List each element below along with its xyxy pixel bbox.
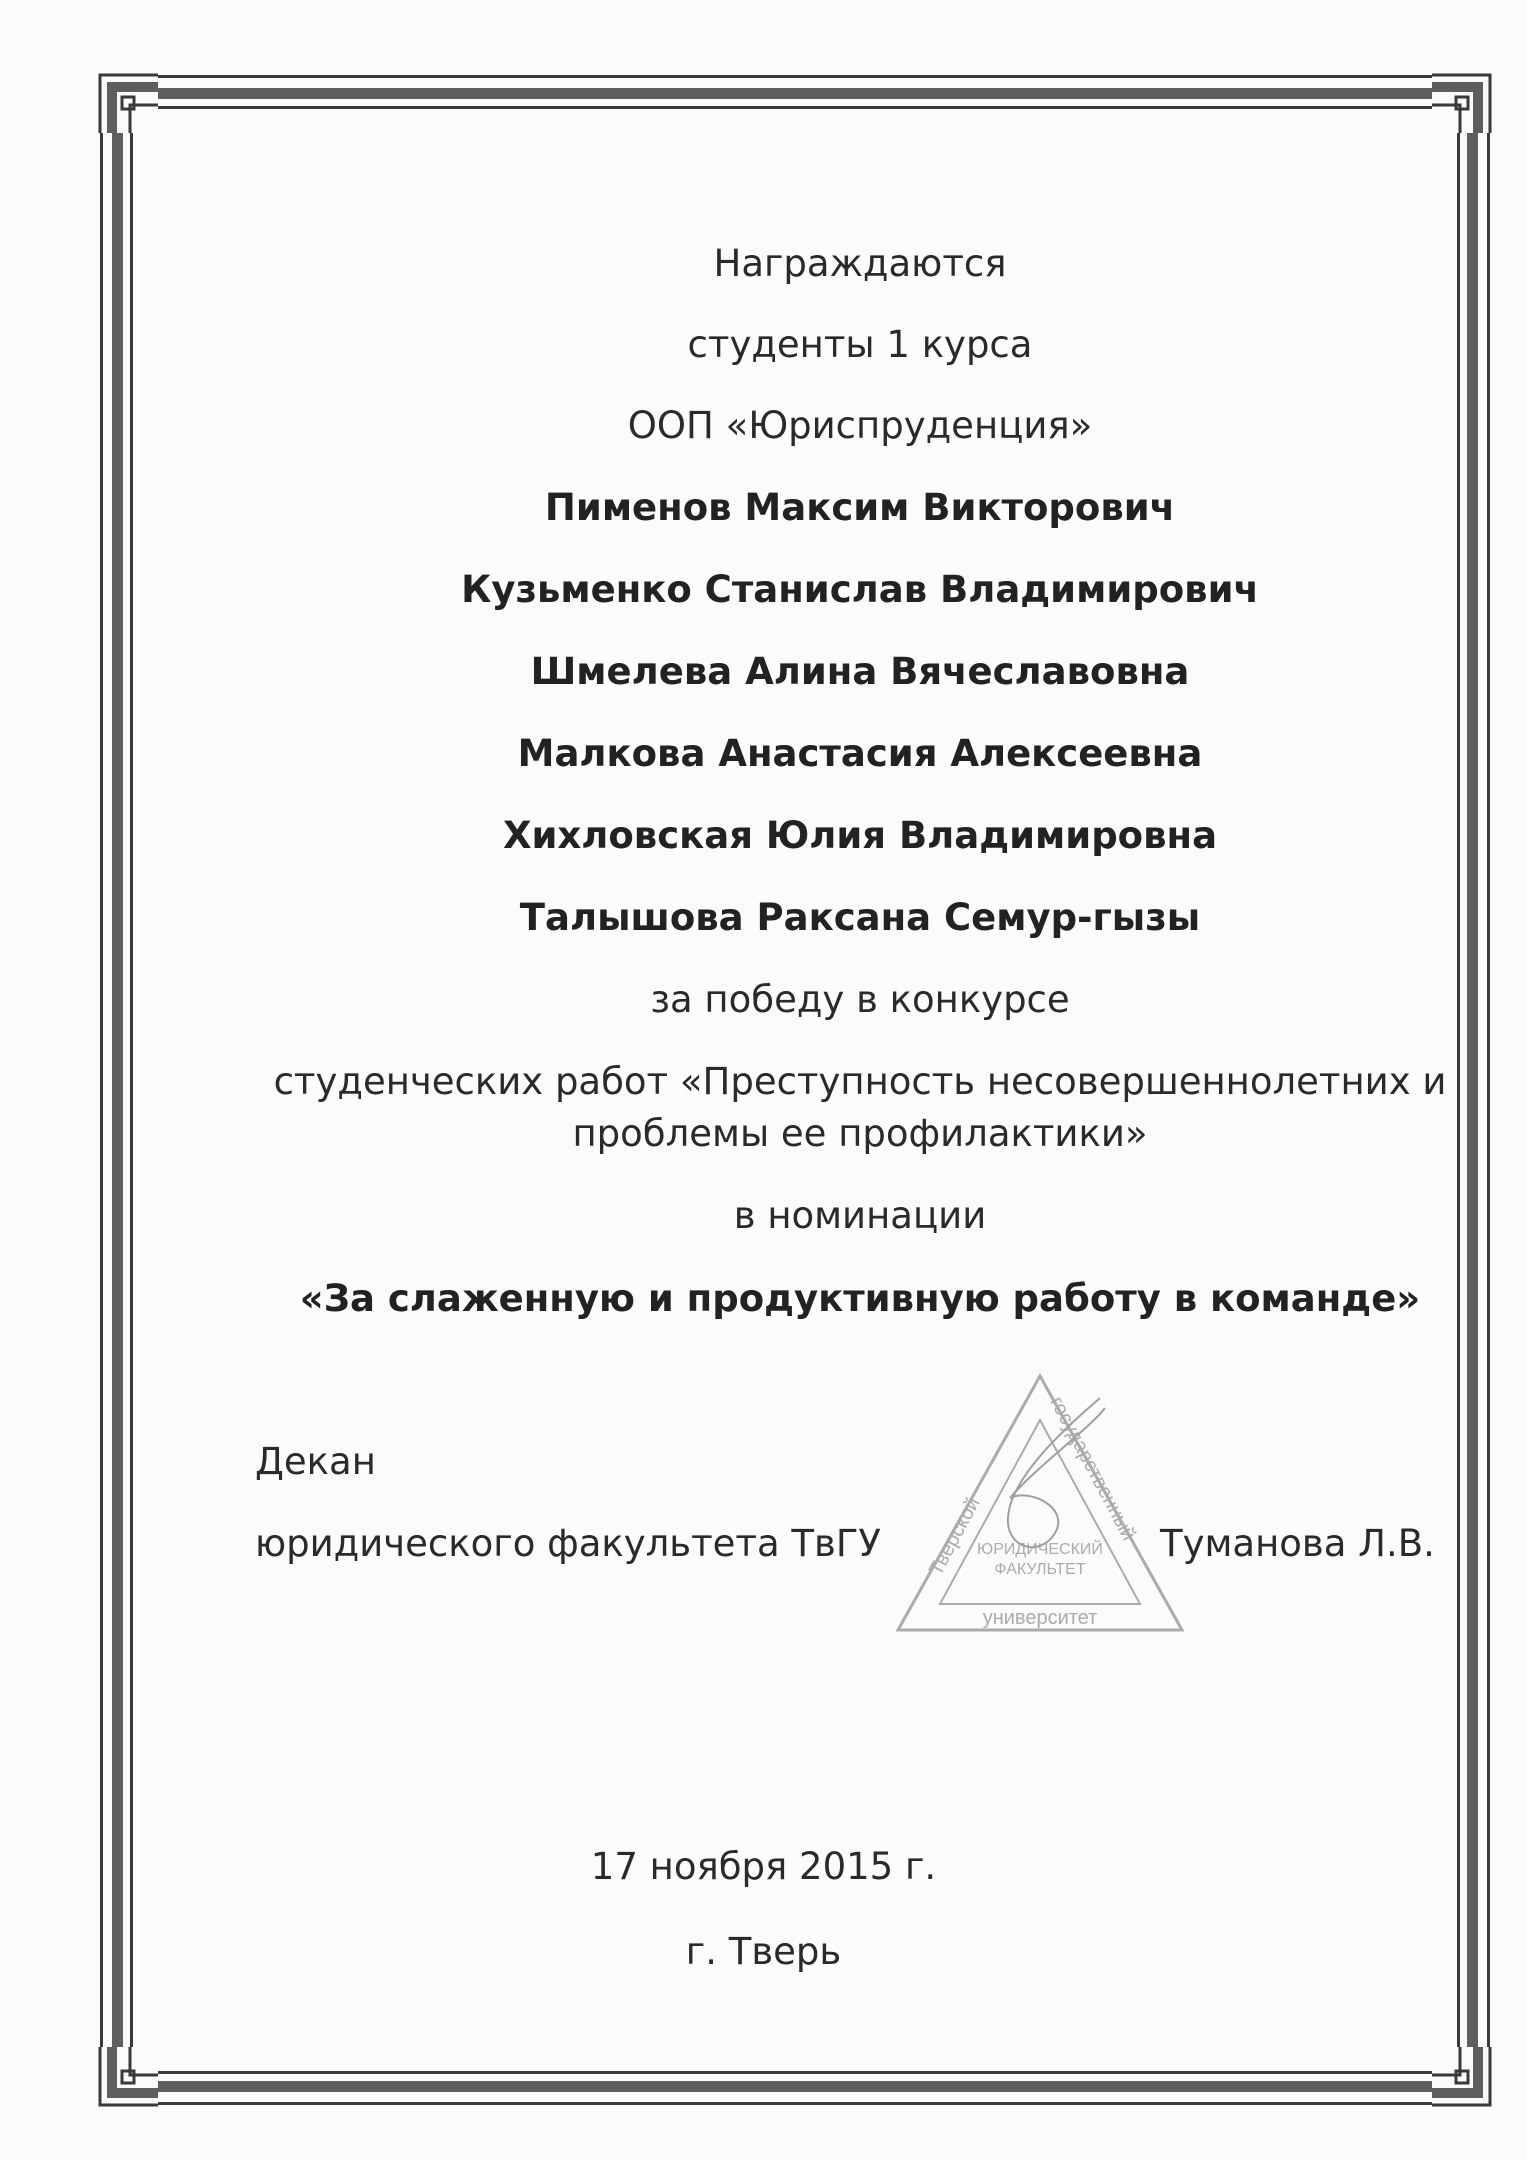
nomination-label: в номинации	[733, 1194, 987, 1237]
frame-corner-ornament	[98, 2045, 160, 2107]
svg-text:ЮРИДИЧЕСКИЙ: ЮРИДИЧЕСКИЙ	[977, 1541, 1103, 1558]
frame-corner-ornament	[1430, 73, 1492, 135]
svg-text:Тверской: Тверской	[924, 1493, 985, 1580]
awardee-name: Шмелева Алина Вячеславовна	[530, 650, 1190, 693]
svg-text:университет: университет	[982, 1607, 1098, 1629]
svg-text:государственный: государственный	[1045, 1392, 1140, 1545]
nomination-title: «За слаженную и продуктивную работу в команде»	[299, 1277, 1421, 1320]
contest-title-line2: проблемы ее профилактики»	[572, 1112, 1148, 1155]
awarded-heading: Награждаются	[713, 242, 1007, 285]
students-course: студенты 1 курса	[687, 323, 1033, 366]
program-name: ООП «Юриспруденция»	[627, 404, 1093, 447]
awardee-name: Хихловская Юлия Владимировна	[502, 814, 1218, 857]
svg-text:ФАКУЛЬТЕТ: ФАКУЛЬТЕТ	[994, 1561, 1086, 1578]
contest-title-line1: студенческих работ «Преступность несовершеннолетних и	[273, 1060, 1447, 1103]
signatory-faculty: юридического факультета ТвГУ	[255, 1522, 881, 1565]
award-reason: за победу в конкурсе	[650, 978, 1070, 1021]
faculty-stamp	[890, 1368, 1190, 1638]
frame-corner-ornament	[1430, 2045, 1492, 2107]
awardee-name: Кузьменко Станислав Владимирович	[461, 568, 1259, 611]
issue-city: г. Тверь	[685, 1930, 842, 1973]
awardee-name: Пименов Максим Викторович	[544, 486, 1176, 529]
frame-corner-ornament	[98, 73, 160, 135]
awardee-name: Малкова Анастасия Алексеевна	[517, 732, 1203, 775]
signatory-title: Декан	[255, 1440, 376, 1483]
issue-date: 17 ноября 2015 г.	[590, 1845, 937, 1888]
awardee-name: Талышова Раксана Семур-гызы	[519, 896, 1201, 939]
signatory-name: Туманова Л.В.	[1160, 1522, 1435, 1565]
